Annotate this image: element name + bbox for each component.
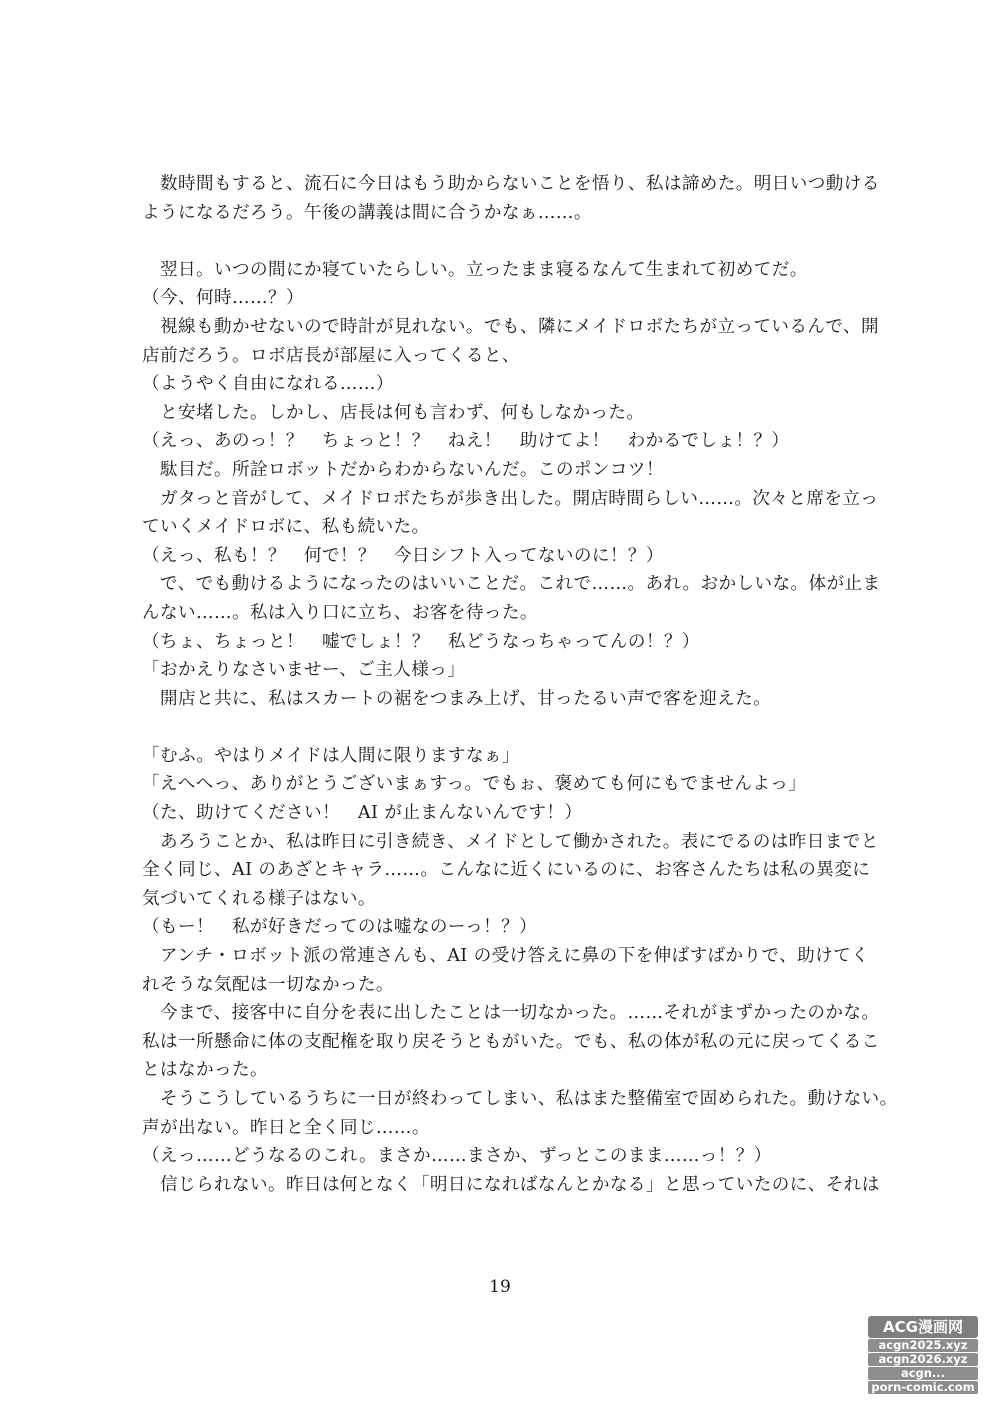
watermark-url: acgn2026.xyz [868, 1353, 978, 1366]
text-line: （ようやく自由になれる……） [142, 374, 394, 395]
text-line: 今まで、接客中に自分を表に出したことは一切なかった。……それがまずかったのかな。 [142, 1003, 880, 1024]
text-line: （もー！ 私が好きだってのは嘘なのーっ！？） [142, 917, 538, 938]
watermark-url: acgn2025.xyz [868, 1339, 978, 1352]
text-line: ガタっと音がして、メイドロボたちが歩き出した。開店時間らしい……。次々と席を立っ [142, 488, 879, 509]
text-line: 数時間もすると、流石に今日はもう助からないことを悟り、私は諦めた。明日いつ動ける [142, 174, 880, 194]
text-line: （えっ……どうなるのこれ。まさか……まさか、ずっとこのまま……っ！？） [142, 1146, 772, 1167]
text-line: とはなかった。 [142, 1060, 268, 1081]
text-line: んない……。私は入り口に立ち、お客を待った。 [142, 602, 538, 623]
text-line: 「えへへっ、ありがとうございまぁすっ。でもぉ、褒めても何にもでませんよっ」 [142, 774, 807, 795]
text-line: 気づいてくれる様子はない。 [142, 888, 376, 909]
text-line: 駄目だ。所詮ロボットだからわからないんだ。このポンコツ！ [142, 459, 664, 480]
text-line: （ちょ、ちょっと！ 嘘でしょ！？ 私どうなっちゃってんの！？） [142, 631, 700, 652]
watermark-url: acgn... [868, 1367, 978, 1380]
text-line: （今、何時……？） [142, 288, 304, 309]
text-line: 信じられない。昨日は何となく「明日になればなんとかなる」と思っていたのに、それは [142, 1174, 880, 1195]
text-line: 私は一所懸命に体の支配権を取り戻そうともがいた。でも、私の体が私の元に戻ってくるこ [142, 1031, 880, 1052]
text-line: あろうことか、私は昨日に引き続き、メイドとして働かされた。表にでるのは昨日までと [142, 831, 879, 852]
text-line: 「おかえりなさいませー、ご主人様っ」 [142, 660, 466, 681]
text-line: で、でも動けるようになったのはいいことだ。これで……。あれ。おかしいな。体が止ま [142, 574, 881, 595]
text-line: 声が出ない。昨日と全く同じ……。 [142, 1117, 430, 1138]
text-line: れそうな気配は一切なかった。 [142, 974, 394, 995]
text-line: 全く同じ、AI のあざとキャラ……。こんなに近くにいるのに、お客さんたちは私の異変に [142, 860, 871, 881]
text-line: ようになるだろう。午後の講義は間に合うかなぁ……。 [142, 202, 592, 223]
text-line: と安堵した。しかし、店長は何も言わず、何もしなかった。 [142, 402, 645, 423]
text-line: 店前だろう。ロボ店長が部屋に入ってくると、 [142, 345, 520, 366]
text-line: アンチ・ロボット派の常連さんも、AI の受け答えに鼻の下を伸ばすばかりで、助けてく [142, 946, 870, 967]
text-line: ていくメイドロボに、私も続いた。 [142, 517, 430, 538]
watermark-url: porn-comic.com [868, 1381, 978, 1394]
site-watermark [868, 1316, 978, 1394]
page-number: 19 [489, 1277, 511, 1297]
text-line: 開店と共に、私はスカートの裾をつまみ上げ、甘ったるい声で客を迎えた。 [142, 688, 772, 709]
blank-line [142, 713, 862, 742]
text-line: （えっ、あのっ！？ ちょっと！？ ねえ！ 助けてよ！ わかるでしょ！？） [142, 431, 790, 452]
text-line: 翌日。いつの間にか寝ていたらしい。立ったまま寝るなんて生まれて初めてだ。 [142, 259, 808, 280]
blank-line [142, 227, 862, 256]
text-line: そうこうしているうちに一日が終わってしまい、私はまた整備室で固められた。動けない。 [142, 1089, 898, 1109]
novel-text-body [142, 170, 898, 1199]
text-line: 視線も動かせないので時計が見れない。でも、隣にメイドロボたちが立っているんで、開 [142, 316, 880, 337]
text-line: （えっ、私も！？ 何で！？ 今日シフト入ってないのに！？） [142, 545, 664, 566]
watermark-logo: ACG漫画网 [868, 1316, 978, 1338]
text-line: 「むふ。やはりメイドは人間に限りますなぁ」 [142, 745, 520, 766]
text-line: （た、助けてください！ AI が止まんないんです！） [142, 803, 583, 824]
